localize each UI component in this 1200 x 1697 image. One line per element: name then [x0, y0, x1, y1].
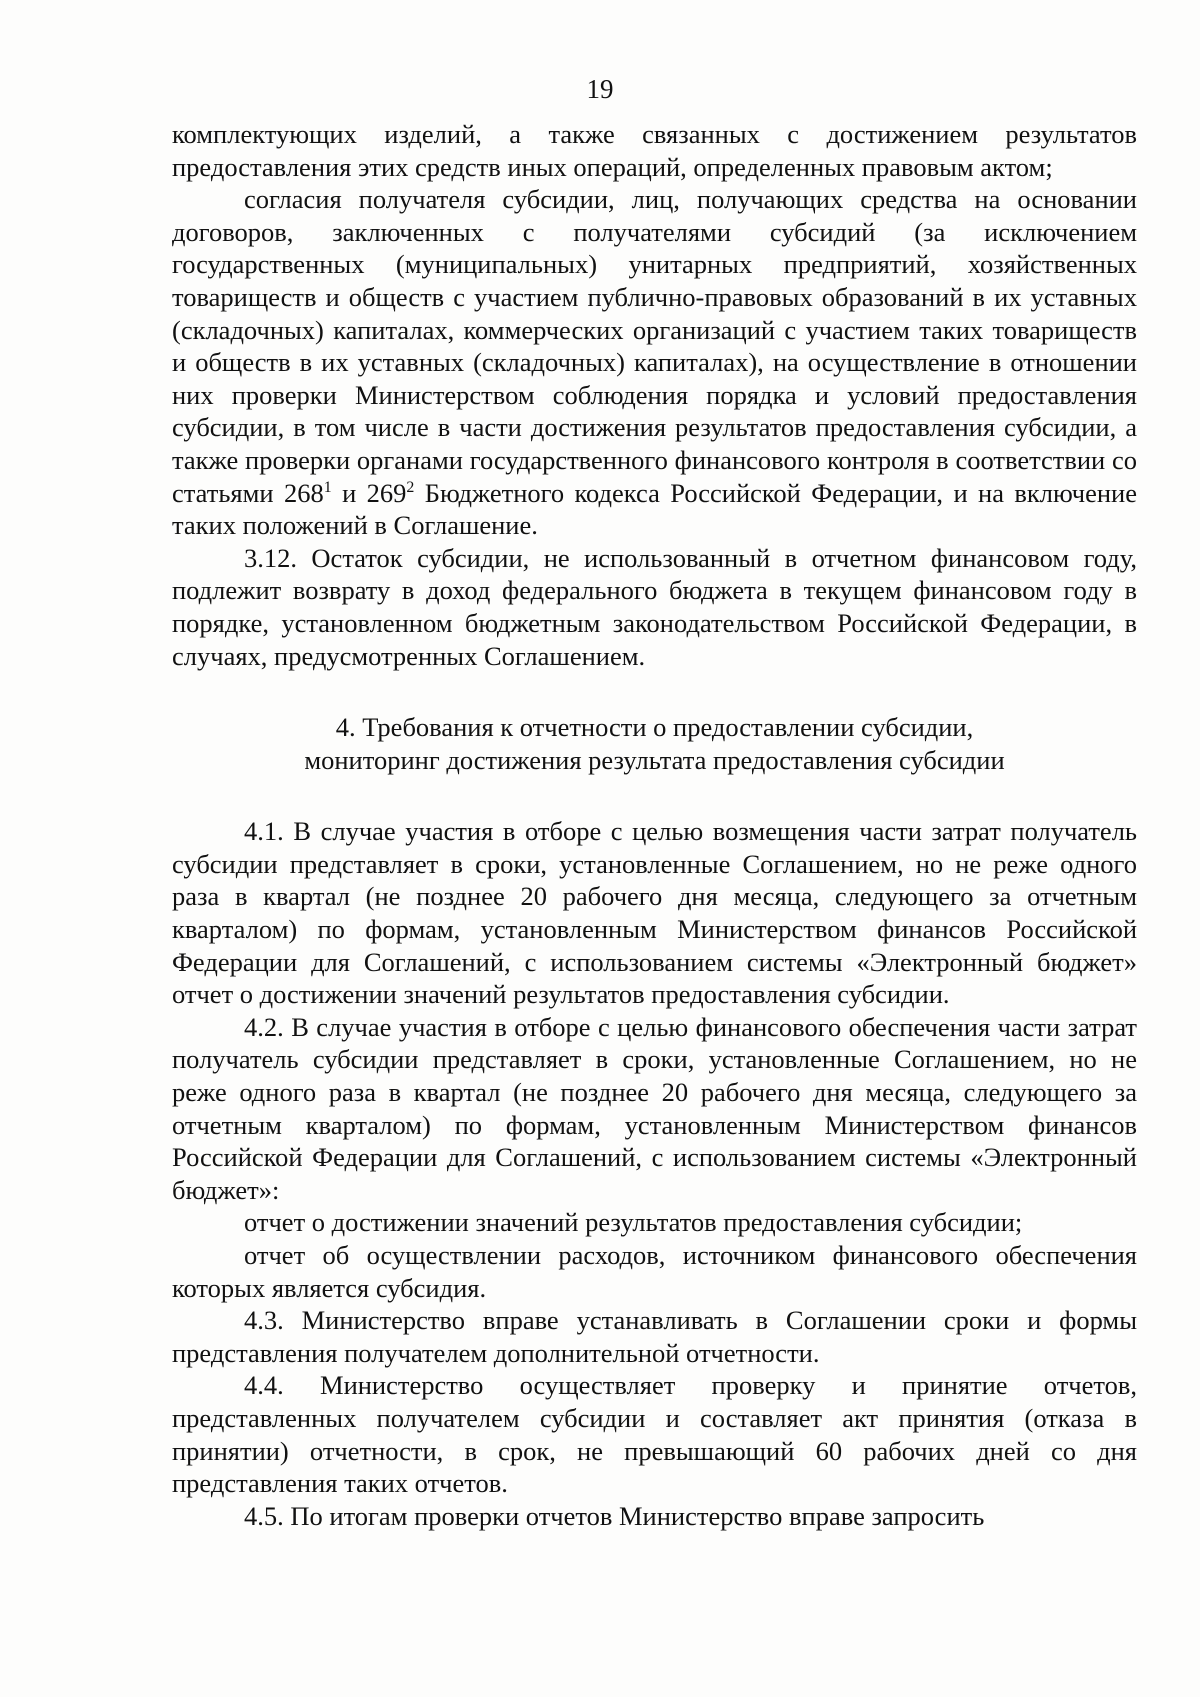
paragraph-4-3: 4.3. Министерство вправе устанавливать в Соглашении сроки и формы представления получателем дополнительной отчетности.	[172, 1305, 1137, 1368]
paragraph-4-5: 4.5. По итогам проверки отчетов Министерство вправе запросить	[244, 1500, 985, 1531]
paragraph-4-2: 4.2. В случае участия в отборе с целью финансового обеспечения части затрат получатель субсидии представляет в сроки, установленные Соглашением, но не реже одного раза в квартал (не позднее 20 рабочего дня месяца, следующего за отчетным кварталом) по формам, установленным Министерством финансов Российской Федерации для Соглашений, с использованием системы «Электронный бюджет»:	[172, 1011, 1137, 1205]
paragraph-continuation: комплектующих изделий, а также связанных с достижением результатов предоставления этих средств иных операций, определенных правовым актом;	[172, 119, 1137, 182]
paragraph-consent-text: согласия получателя субсидии, лиц, получающих средства на основании договоров, заключенных с получателями субсидий (за исключением государственных (муниципальных) унитарных предприятий, хозяйственных товариществ и обществ с участием публично-правовых образований в их уставных (складочных) капиталах, коммерческих организаций с участием таких товариществ и обществ в их уставных (складочных) капиталах), на осуществление в отношении них проверки Министерством соблюдения порядка и условий предоставления субсидии, в том числе в части достижения результатов предоставления субсидии, а также проверки органами государственного финансового контроля в соответствии со статьями 268	[172, 184, 1137, 508]
section-heading	[172, 711, 1137, 776]
paragraph-4-4: 4.4. Министерство осуществляет проверку и принятие отчетов, представленных получателем субсидии и составляет акт принятия (отказа в принятии) отчетности, в срок, не превышающий 60 рабочих дней со дня представления таких отчетов.	[172, 1370, 1137, 1499]
page-number: 19	[586, 74, 614, 104]
superscript-2: 2	[406, 478, 415, 496]
paragraph-3-12: 3.12. Остаток субсидии, не использованный в отчетном финансовом году, подлежит возврату в доход федерального бюджета в текущем финансовом году в порядке, установленном бюджетным законодательством Российской Федерации, в случаях, предусмотренных Соглашением.	[172, 542, 1137, 671]
paragraph-consent	[172, 183, 1137, 542]
superscript-1: 1	[323, 478, 332, 496]
paragraph-consent-text-mid: и 269	[331, 477, 407, 508]
paragraph-4-1: 4.1. В случае участия в отборе с целью возмещения части затрат получатель субсидии представляет в сроки, установленные Соглашением, но не реже одного раза в квартал (не позднее 20 рабочего дня месяца, следующего за отчетным кварталом) по формам, установленным Министерством финансов Российской Федерации для Соглашений, с использованием системы «Электронный бюджет» отчет о достижении значений результатов предоставления субсидии.	[172, 816, 1137, 1010]
paragraph-consent-text-end: Бюджетного кодекса Российской Федерации, и на включение таких положений в Соглашение.	[172, 477, 1137, 541]
section-heading-line-1: 4. Требования к отчетности о предоставлении субсидии,	[335, 712, 974, 743]
document-body	[172, 118, 1137, 1532]
paragraph-report-results: отчет о достижении значений результатов предоставления субсидии;	[244, 1207, 1023, 1238]
section-heading-line-2: мониторинг достижения результата предоставления субсидии	[304, 744, 1005, 775]
paragraph-report-expenses: отчет об осуществлении расходов, источником финансового обеспечения которых является субсидия.	[172, 1240, 1137, 1303]
